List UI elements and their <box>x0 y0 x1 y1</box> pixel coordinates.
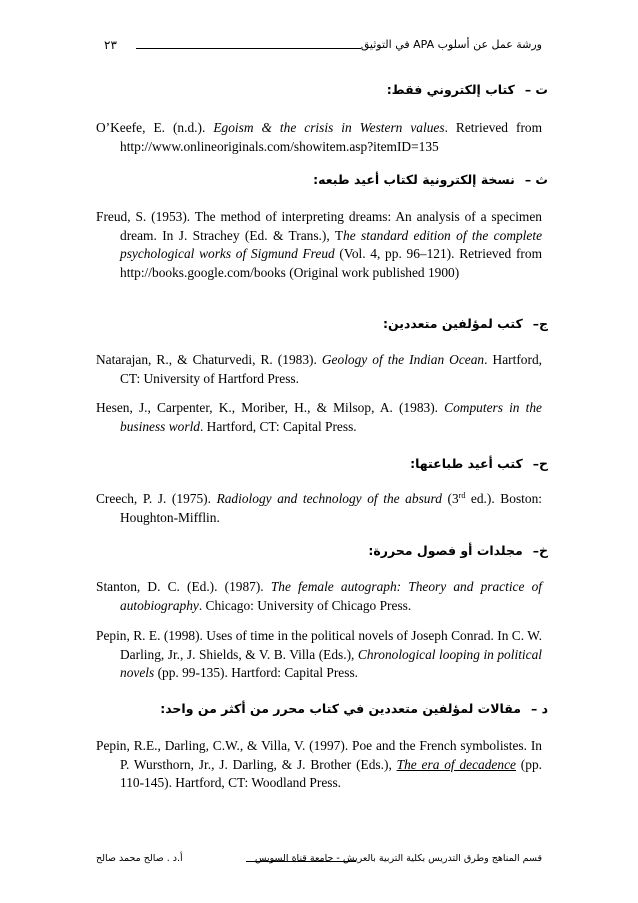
ref-edition-sup: rd <box>458 491 466 500</box>
ref-rest: ed.). Boston: Houghton-Mifflin. <box>120 491 542 525</box>
page-number: ٢٣ <box>104 38 117 52</box>
section-title: مقالات لمؤلفين متعددين في كتاب محرر من أكثر من واحد: <box>160 701 521 716</box>
ref-title: The era of decadence <box>396 756 516 772</box>
ref-authors: Creech, P. J. (1975). <box>96 491 217 506</box>
section-letter: خ– <box>532 543 548 558</box>
section-letter: ت – <box>524 82 548 97</box>
section-title: كتاب إلكتروني فقط: <box>386 82 515 97</box>
section-title: كتب لمؤلفين متعددين: <box>383 316 523 331</box>
section-letter: ج– <box>532 316 548 331</box>
section-title: نسخة إلكترونية لكتاب أعيد طبعه: <box>313 172 515 187</box>
page-header <box>96 38 542 56</box>
section-letter: د – <box>530 701 548 716</box>
ref-rest: (pp. 99-135). Hartford: Capital Press. <box>154 665 359 680</box>
ref-title: The female autograph: Theory and practice of autobiography <box>120 579 543 613</box>
section-title: مجلدات أو فصول محررة: <box>368 543 523 558</box>
reference-entry <box>96 399 542 436</box>
section-heading <box>313 172 548 187</box>
section-letter: ح– <box>532 456 548 471</box>
section-heading <box>160 701 548 716</box>
ref-title: he standard edition of the complete psychological works of Sigmund Freud <box>120 227 543 261</box>
ref-rest: . Chicago: University of Chicago Press. <box>198 597 412 613</box>
section-title: كتب أعيد طباعتها: <box>410 456 523 471</box>
header-rule <box>136 48 361 49</box>
reference-entry <box>96 208 542 282</box>
ref-authors: Freud, S. (1953). The method of interpreting dreams: An analysis of a specimen dream. In J. Strachey (Ed. & Trans.), T <box>96 209 542 243</box>
ref-title: Chronological looping in political novels <box>120 646 542 680</box>
section-heading <box>383 316 548 331</box>
header-title: ورشة عمل عن أسلوب APA في التوثيق <box>360 38 542 51</box>
ref-rest: . Hartford, CT: University of Hartford Press. <box>120 352 542 386</box>
reference-entry <box>96 578 542 615</box>
ref-authors: Natarajan, R., & Chaturvedi, R. (1983). <box>96 352 322 367</box>
ref-authors: Pepin, R.E., Darling, C.W., & Villa, V. (1997). Poe and the French symbolistes. In P. Wursthorn, Jr., J. Darling, & J. Brother (Eds.), <box>96 738 542 772</box>
section-letter: ث – <box>524 172 548 187</box>
section-heading <box>410 456 548 471</box>
ref-rest: (Vol. 4, pp. 96–121). Retrieved from http://books.google.com/books (Original work published 1900) <box>120 246 542 280</box>
ref-authors: O’Keefe, E. (n.d.). <box>96 120 214 135</box>
ref-authors: Stanton, D. C. (Ed.). (1987). <box>96 579 271 594</box>
reference-entry <box>96 737 542 793</box>
section-heading <box>368 543 548 558</box>
section-heading <box>387 82 548 97</box>
ref-rest: (pp. 110-145). Hartford, CT: Woodland Press. <box>120 756 542 790</box>
reference-entry <box>96 627 542 683</box>
ref-edition: (3 <box>441 491 459 506</box>
ref-authors: Pepin, R. E. (1998). Uses of time in the political novels of Joseph Conrad. In C. W. Darling, Jr., J. Shields, & V. B. Villa (Eds.), <box>96 628 542 662</box>
reference-entry <box>96 351 542 388</box>
ref-rest: . Hartford, CT: Capital Press. <box>199 418 357 434</box>
ref-authors: Hesen, J., Carpenter, K., Moriber, H., & Milsop, A. (1983). <box>96 400 445 415</box>
ref-rest: . Retrieved from http://www.onlineoriginals.com/showitem.asp?itemID=135 <box>120 120 543 154</box>
ref-title: Geology of the Indian Ocean <box>321 352 485 367</box>
reference-entry <box>96 490 542 527</box>
footer-author: أ.د . صالح محمد صالح <box>96 853 183 864</box>
page-footer <box>96 853 542 869</box>
reference-entry <box>96 119 542 156</box>
ref-title: Radiology and technology of the absurd <box>216 491 442 506</box>
ref-title: Egoism & the crisis in Western values <box>213 120 445 135</box>
ref-title: Computers in the business world <box>120 400 542 434</box>
footer-department: قسم المناهج وطرق التدريس بكلية التربية بالعريش - جامعة قناة السويس <box>254 853 542 864</box>
